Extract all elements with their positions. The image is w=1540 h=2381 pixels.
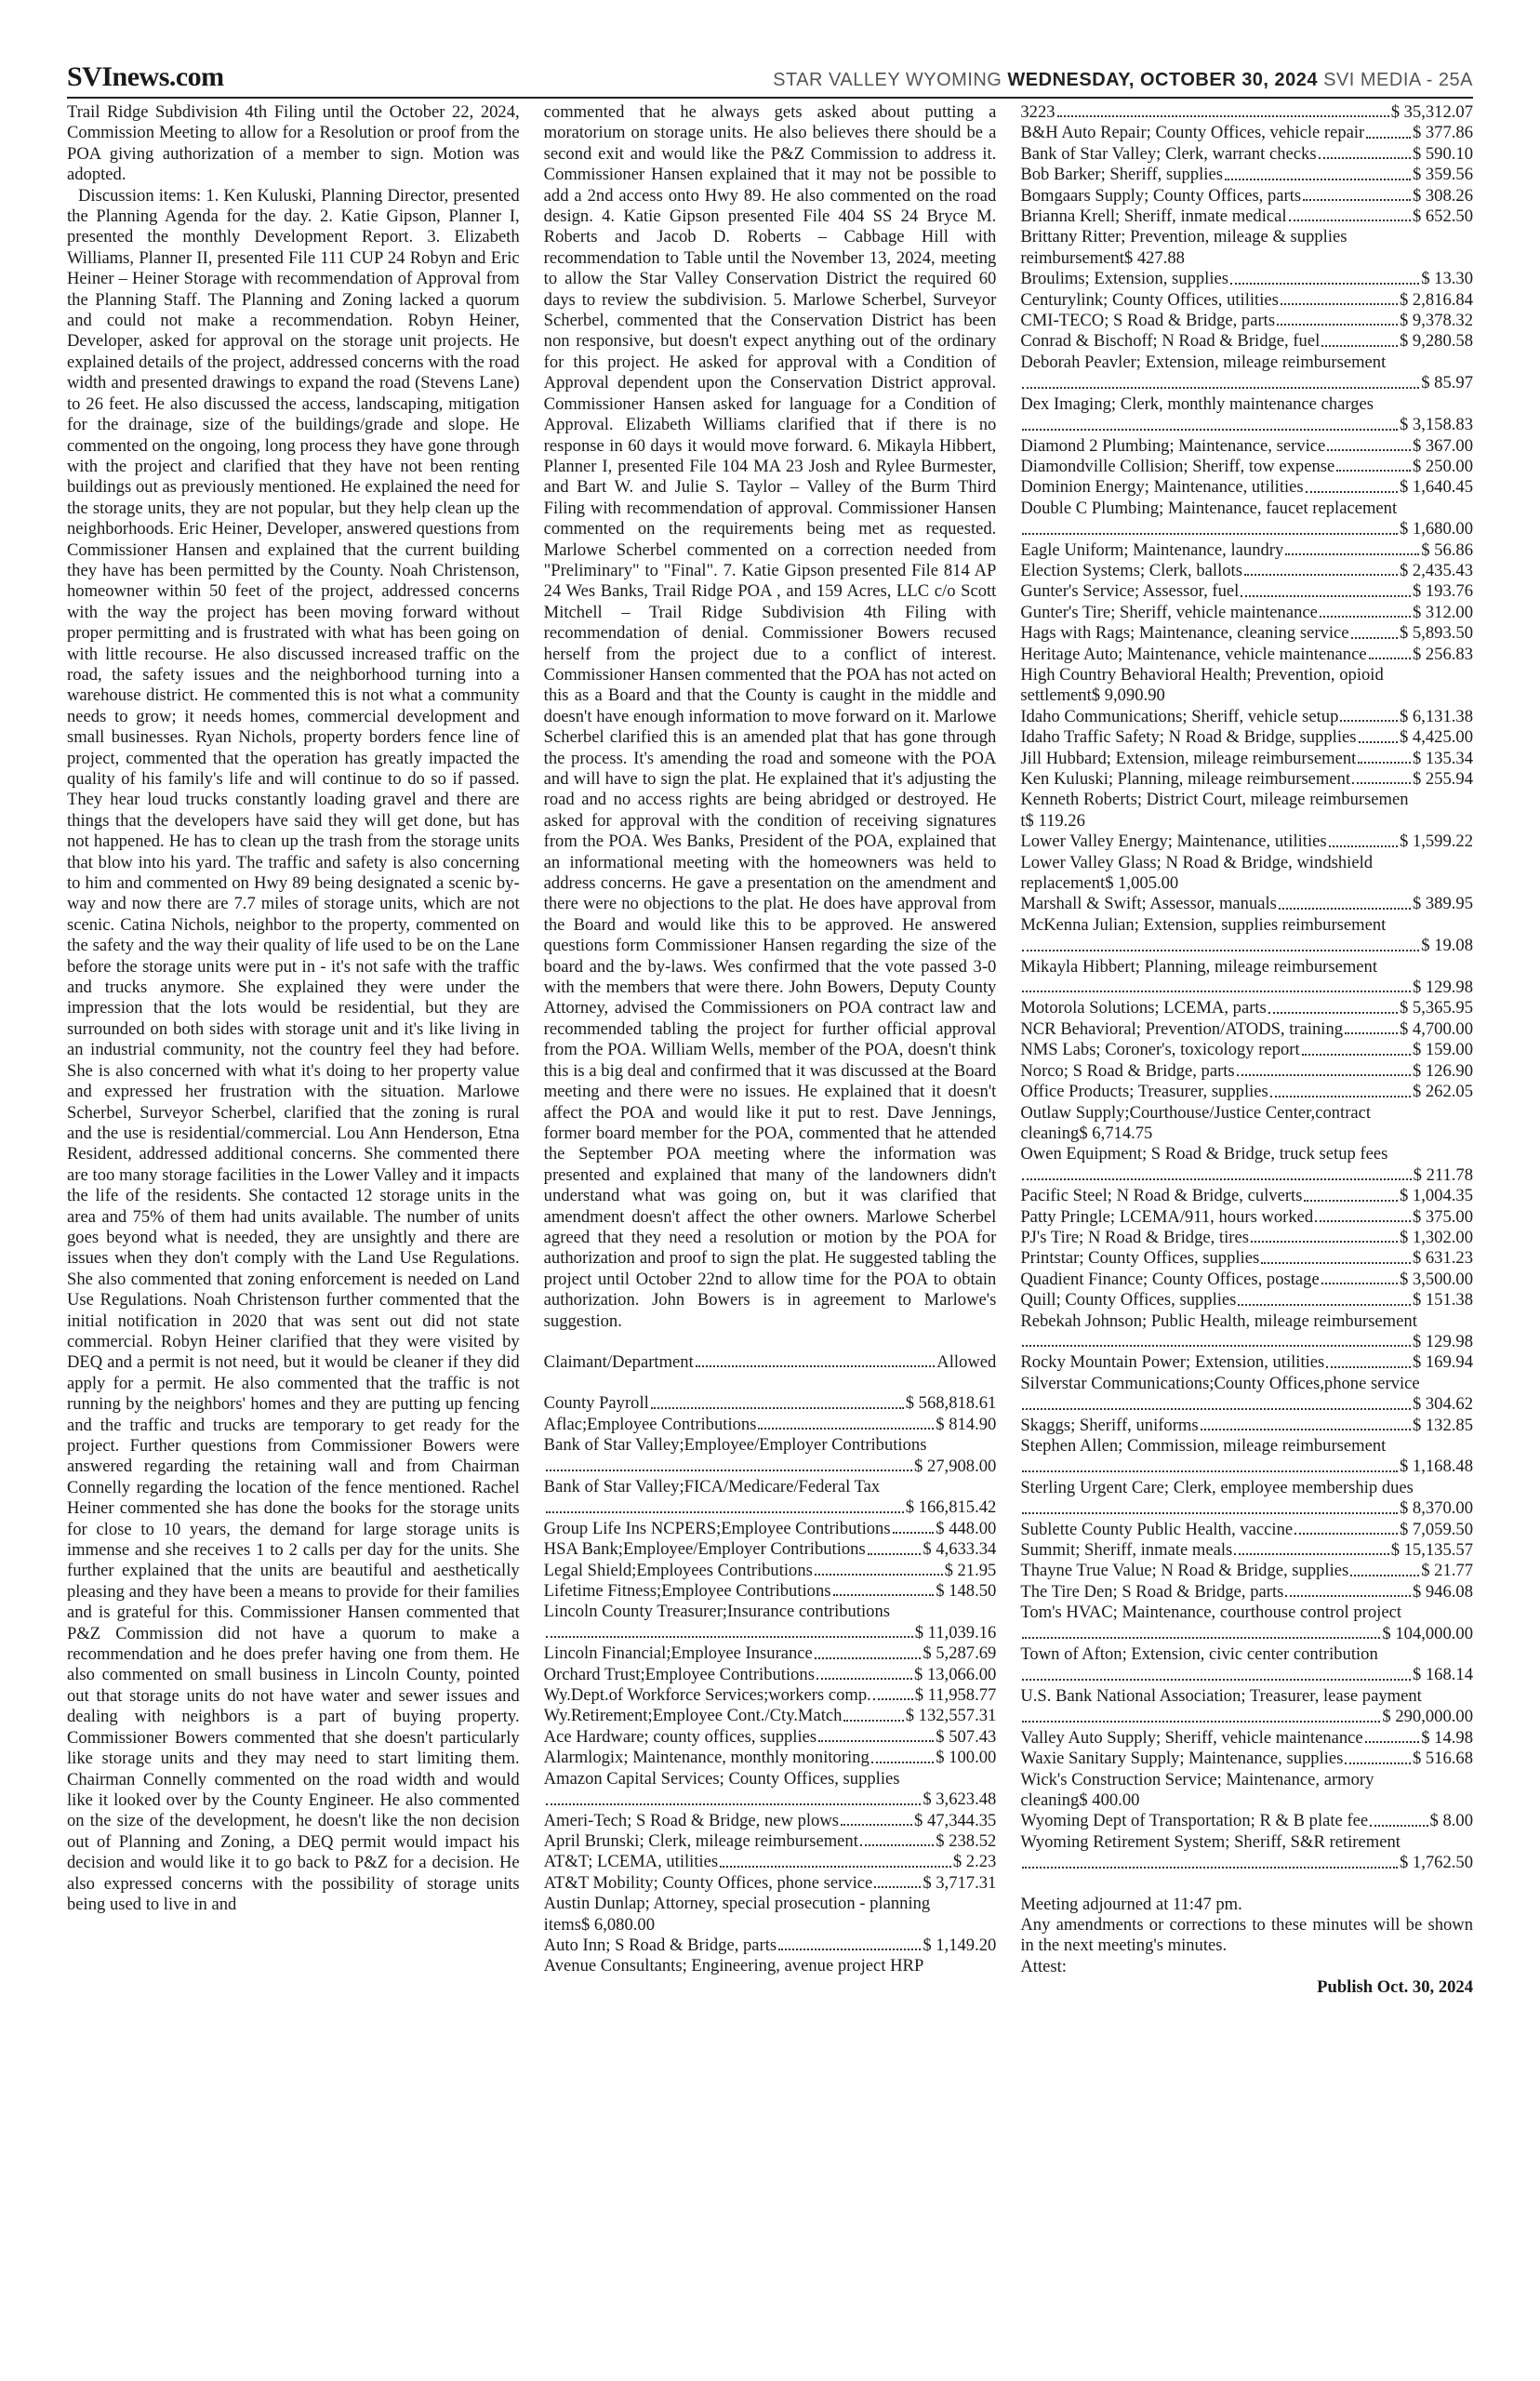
claim-row [1020,831,1473,852]
claims-list [544,1393,997,1976]
claim-name: Diamond 2 Plumbing; Maintenance, service [1020,435,1326,456]
issue-prefix: STAR VALLEY WYOMING [773,70,1008,90]
claim-name: Lower Valley Glass; N Road & Bridge, windshield [1020,852,1374,872]
claim-name: Ace Hardware; county offices, supplies [543,1726,817,1747]
claim-amount: $ 9,378.32 [1399,311,1474,331]
claim-amount: $ 135.34 [1412,748,1474,768]
claim-amount: $ 631.23 [1412,1248,1474,1269]
claim-row [544,1831,997,1852]
claim-name: AT&T; LCEMA, utilities [543,1852,719,1872]
claim-amount: $ 11,958.77 [914,1685,997,1706]
claim-name-cont: cleaning [1020,1123,1080,1143]
claim-amount: $ 132.85 [1412,1415,1474,1435]
claim-amount: $ 35,312.07 [1390,102,1474,122]
claim-row [1020,1103,1473,1145]
claim-amount: $ 946.08 [1412,1581,1474,1602]
claim-amount: $ 119.26 [1025,810,1085,831]
claim-row [1020,1019,1473,1040]
claim-amount: $ 13,066.00 [914,1664,997,1684]
claim-amount: $ 250.00 [1412,456,1474,476]
claim-name: Lincoln County Treasurer;Insurance contributions [543,1602,891,1622]
claim-amount: $ 400.00 [1079,1789,1140,1810]
claim-row [1020,1770,1473,1812]
claim-name: Printstar; County Offices, supplies [1020,1248,1260,1269]
claim-row [1020,769,1473,790]
claim-row [1020,1561,1473,1581]
claim-name: Bank of Star Valley; Clerk, warrant checks [1020,143,1317,164]
claim-amount: $ 3,623.48 [923,1789,997,1810]
claim-name: U.S. Bank National Association; Treasurer, lease payment [1020,1685,1422,1706]
claim-amount: $ 27,908.00 [914,1456,997,1476]
claim-name: Dominion Energy; Maintenance, utilities [1020,477,1304,498]
claim-row [1020,1478,1473,1520]
column-3 [1020,102,1473,1999]
claim-name: Patty Pringle; LCEMA/911, hours worked [1020,1206,1314,1227]
claim-amount: $ 1,004.35 [1399,1186,1474,1206]
claim-name-cont: reimbursement [1020,247,1124,268]
claim-name: County Payroll [543,1393,649,1414]
claim-name: Motorola Solutions; LCEMA, parts [1020,998,1267,1018]
claim-row [1020,394,1473,436]
claim-amount: $ 13.30 [1421,269,1474,289]
claim-name: Gunter's Tire; Sheriff, vehicle maintenance [1020,602,1318,622]
claim-amount: $ 2.23 [952,1852,997,1872]
claim-row [1020,1207,1473,1228]
claim-amount: $ 21.95 [944,1560,997,1580]
claim-name: Stephen Allen; Commission, mileage reimbursement [1020,1436,1387,1456]
claim-amount: $ 312.00 [1412,602,1474,622]
claim-amount: $ 6,080.00 [580,1914,655,1935]
claim-name: Ken Kuluski; Planning, mileage reimbursement [1020,769,1351,789]
claim-row [1020,290,1473,311]
claim-row [544,1602,997,1643]
claim-name: Lower Valley Energy; Maintenance, utilities [1020,831,1327,852]
claim-name: NMS Labs; Coroner's, toxicology report [1020,1040,1300,1060]
claim-name-cont: items [543,1914,581,1935]
claim-row [544,1519,997,1539]
claim-name: Tom's HVAC; Maintenance, courthouse control project [1020,1603,1401,1623]
claim-name: Lifetime Fitness;Employee Contributions [543,1581,831,1602]
claim-row [544,1769,997,1811]
claim-amount: $ 6,131.38 [1399,706,1474,726]
claim-name: Austin Dunlap; Attorney, special prosecution - planning [543,1894,931,1914]
claim-row [544,1748,997,1768]
claim-amount: $ 1,680.00 [1399,519,1474,539]
claim-name: Bank of Star Valley;FICA/Medicare/Federal Tax [543,1477,881,1496]
claim-name: HSA Bank;Employee/Employer Contributions [543,1539,866,1560]
claim-name: Lincoln Financial;Employee Insurance [543,1643,813,1664]
claim-row [1020,540,1473,561]
amendments-text: Any amendments or corrections to these minutes will be shown in the next meeting's minutes. [1020,1914,1474,1956]
claim-row [544,1643,997,1664]
column-1 [67,102,520,1999]
claim-amount: $ 427.88 [1123,247,1185,268]
claim-row [544,1477,997,1519]
claim-row [1020,1352,1473,1373]
claim-amount: $ 47,344.35 [914,1810,997,1830]
claim-row [1020,477,1473,498]
claim-row [1020,186,1473,206]
claim-amount: $ 1,302.00 [1399,1227,1474,1247]
claim-row [1020,581,1473,602]
claims-list [1020,102,1473,1874]
claim-name: Sublette County Public Health, vaccine [1020,1519,1294,1539]
claim-amount: $ 814.90 [936,1414,997,1434]
claim-row [1020,853,1473,895]
claim-name: Pacific Steel; N Road & Bridge, culverts [1020,1186,1303,1206]
claim-amount: $ 9,280.58 [1399,331,1474,352]
claim-row [1020,623,1473,644]
claim-name: Orchard Trust;Employee Contributions [543,1664,815,1684]
claim-amount: $ 308.26 [1412,185,1474,206]
claim-amount: $ 14.98 [1421,1727,1474,1748]
paragraph: Trail Ridge Subdivision 4th Filing until the October 22, 2024, Commission Meeting to allow for a Resolution or proof from the POA giving authorization of a member to sign. Motion was adopted. [67,102,520,185]
claim-amount: $ 4,700.00 [1399,1018,1474,1039]
site-name: SVInews.com [67,61,224,92]
claim-name: Election Systems; Clerk, ballots [1020,560,1242,580]
claim-row [544,1706,997,1726]
claim-name: The Tire Den; S Road & Bridge, parts [1020,1581,1284,1602]
claim-amount: $ 367.00 [1412,435,1474,456]
claim-name: Idaho Communications; Sheriff, vehicle setup [1020,706,1339,726]
claim-row [1020,727,1473,748]
claim-name: Broulims; Extension, supplies [1020,269,1228,289]
claim-amount: $ 1,168.48 [1399,1457,1474,1477]
claim-name: Office Products; Treasurer, supplies [1020,1082,1268,1102]
claim-amount: $ 129.98 [1412,1331,1474,1351]
claim-amount: $ 516.68 [1412,1749,1474,1769]
claim-amount: $ 2,816.84 [1399,289,1474,310]
claim-name: Mikayla Hibbert; Planning, mileage reimbursement [1020,956,1378,977]
claim-amount: $ 304.62 [1412,1394,1474,1415]
issue-line [773,70,1473,97]
claim-name: Eagle Uniform; Maintenance, laundry [1020,539,1284,560]
claim-row [1020,352,1473,394]
claim-row [544,1956,997,1976]
claim-name: Heritage Auto; Maintenance, vehicle maintenance [1020,644,1367,664]
claim-name-cont: t [1020,810,1026,831]
column-2 [544,102,997,1999]
claim-amount: $ 1,640.45 [1399,477,1474,498]
claim-name: Wick's Construction Service; Maintenance, armory [1020,1769,1374,1789]
claim-amount: $ 56.86 [1421,539,1474,560]
claim-name: Bank of Star Valley;Employee/Employer Contributions [543,1435,927,1456]
claim-name: Bob Barker; Sheriff, supplies [1020,165,1223,185]
claim-amount: $ 6,714.75 [1079,1123,1153,1143]
claim-row [544,1539,997,1560]
claim-amount: $ 129.98 [1412,978,1474,998]
claim-amount: $ 389.95 [1412,894,1474,914]
claim-amount: $ 11,039.16 [914,1622,997,1643]
claim-amount: $ 8,370.00 [1399,1498,1474,1519]
claim-amount: $ 159.00 [1412,1040,1474,1060]
claim-amount: $ 290,000.00 [1382,1707,1474,1727]
claim-row [1020,749,1473,769]
claim-amount: $ 375.00 [1412,1206,1474,1227]
claim-row [1020,1061,1473,1082]
claim-row [1020,1374,1473,1416]
claim-name: Marshall & Swift; Assessor, manuals [1020,894,1277,914]
claim-name: Legal Shield;Employees Contributions [543,1560,813,1580]
claim-name: Avenue Consultants; Engineering, avenue project HRP [543,1956,924,1976]
claim-row [1020,436,1473,457]
claim-name: Waxie Sanitary Supply; Maintenance, supplies [1020,1749,1344,1769]
paragraph: commented that he always gets asked about putting a moratorium on storage units. He also believes there should be a second exit and would like the P&Z Commission to address it. Commissioner Hansen explained that it may not be possible to add a 2nd access onto Hwy 89. He also commented on the road design. 4. Katie Gipson presented File 404 SS 24 Bryce M. Roberts and Jacob D. Roberts – Cabbage Hill with recommendation to Table until the November 13, 2024, meeting to allow the Star Valley Conservation District the required 60 days to review the subdivision. 5. Marlowe Scherbel, Surveyor Scherbel, commented that the Conservation District has been non responsive, but doesn't expect anything out of the ordinary for this project. He asked for approval with a Condition of Approval dependent upon the Conservation District approval. Commissioner Hansen asked for language for a Condition of Approval. Elizabeth Williams clarified that if there is no response in 60 days it would move forward. 6. Mikayla Hibbert, Planner I, presented File 104 MA 23 Josh and Rylee Burmester, and Bart W. and Julie S. Taylor – Valley of the Burm Third Filing with recommendation of approval. Commissioner Hansen commented on the requirements being met as requested. Marlowe Scherbel commented on a correction needed from "Preliminary" to "Final". 7. Katie Gipson presented File 814 AP 24 Wes Banks, Trail Ridge POA , and 159 Acres, LLC c/o Scott Mitchell – Trail Ridge Subdivision 4th Filing with recommendation of denial. Commissioner Bowers recused herself from the project due to a conflict of interest. Commissioner Hansen commented that the POA has not acted on this as a Board and that the County is caught in the middle and doesn't have enough information to move forward on it. Marlowe Scherbel clarified this is an amended plat that has gone through the process. It's amending the road and someone with the POA and will have to sign the plat. He explained that it's adjusting the road and no access rights are being abridged or destroyed. He asked for approval with the condition of receiving signatures from the POA. Wes Banks, President of the POA, explained that an informational meeting with the homeowners was held to address concerns. He gave a presentation on the amendment and there were no objections to the plat. He does have approval from the Board and would like this to be approved. He answered questions form Commissioner Hansen regarding the size of the board and the by-laws. Wes confirmed that the vote passed 3-0 with the members that were there. John Bowers, Deputy County Attorney, advised the Commissioners on POA contract law and recommended tabling the project for further official approval from the POA. William Wells, member of the POA, doesn't think this is a big deal and confirmed that it was discussed at the Board meeting and there were no issues. He explained that it doesn't affect the POA and would like it put to rest. Dave Jennings, former board member for the POA, commented that he attended the September POA meeting where the information was presented and explained that many of the landowners didn't understand what was going on, but it was clarified that amendment doesn't affect the other owners. Marlowe Scherbel agreed that they need a resolution or motion by the POA for authorization and proof to sign the plat. He suggested tabling the project until October 22nd to allow time for the POA to obtain authorization. John Bowers is in agreement to Marlowe's suggestion. [543,102,997,1331]
claim-name: Rebekah Johnson; Public Health, mileage reimbursement [1020,1310,1417,1331]
claim-name: Deborah Peavler; Extension, mileage reimbursement [1020,352,1387,372]
claim-amount: $ 1,149.20 [923,1935,997,1955]
claim-amount: $ 4,425.00 [1399,727,1474,748]
claim-row [1020,1811,1473,1831]
claim-row [1020,144,1473,165]
claim-row [1020,1832,1473,1874]
claim-name: Norco; S Road & Bridge, parts [1020,1060,1235,1081]
claim-amount: $ 5,893.50 [1399,623,1474,644]
claim-amount: $ 3,717.31 [923,1872,997,1893]
claim-row [1020,998,1473,1018]
claim-amount: $ 1,005.00 [1105,873,1179,894]
claim-row [1020,1082,1473,1102]
closing-block [1020,1895,1473,1999]
claim-name: Brianna Krell; Sheriff, inmate medical [1020,206,1287,227]
claim-row [1020,1311,1473,1353]
claim-row [544,1727,997,1748]
claim-name: Summit; Sheriff, inmate meals [1020,1540,1233,1561]
claim-row [1020,1436,1473,1478]
masthead [67,60,1473,99]
claim-row [1020,331,1473,352]
claim-row [1020,1582,1473,1603]
claim-name: Double C Plumbing; Maintenance, faucet replacement [1020,498,1398,518]
claim-row [544,1665,997,1685]
claim-row [1020,915,1473,957]
claim-row [1020,1248,1473,1269]
claim-amount: $ 168.14 [1412,1665,1474,1685]
paragraph: Discussion items: 1. Ken Kuluski, Planning Director, presented the Planning Agenda for the day. 2. Katie Gipson, Planner I, presented the monthly Development Report. 3. Elizabeth Williams, Planner II, presented File 111 CUP 24 Robyn and Eric Heiner – Heiner Storage with recommendation of Approval from the Planning Staff. The Planning and Zoning lacked a quorum and could not make a recommendation. Robyn Heiner, Developer, asked for approval on the storage unit projects. He explained details of the project, addressed concerns with the road width and presented drawings to expand the road (Stevens Lane) to 26 feet. He also discussed the access, landscaping, mitigation for the drainage, size of the buildings/grade and slope. He commented on the ongoing, long process they have gone through with the project and clarified that they have not been renting buildings out as previously mentioned. He explained the need for the storage units, they are not popular, but they help clean up the neighborhoods. Eric Heiner, Developer, answered questions from Commissioner Hansen and explained that the current building they have has been permitted by the County. Noah Christenson, homeowner within 50 feet of the project, addressed concerns with the way the project has been moving forward without proper permitting and is frustrated with what has been going on with little recourse. He also discussed increased traffic on the road, the safety issues and the neighborhood turning into a warehouse district. He commented this is not what a community needs to grow; it needs homes, commercial development and small businesses. Ryan Nichols, property borders fence line of project, commented that the operation has greatly impacted the quality of his family's life and will continue to do so if passed. They hear loud trucks constantly loading gravel and there are things that the developers have said they will get done, but has not happened. He has to clean up the trash from the storage units that blow into his yard. The traffic and safety is also concerning to him and commented on Hwy 89 being designated a scenic by-way and now there are 7.7 miles of storage units, which are not scenic. Catina Nichols, neighbor to the property, commented on the safety and the way their quality of life used to be on the Lane before the storage units were put in - it's not safe with the traffic and trucks anymore. She explained they were under the impression that the lots would be residential, but they are surrounded on both sides with storage unit and it's like living in an industrial community, not the country feel they had before. She is also concerned with what it's doing to her property value and expressed her frustration with the situation. Marlowe Scherbel, Surveyor Scherbel, clarified that the zoning is rural and the use is residential/commercial. Lou Ann Henderson, Etna Resident, addressed additional concerns. She commented there are too many storage facilities in the Lower Valley and it impacts the life of the residents. She contacted 12 storage units in the area and 75% of them had units available. The number of units goes beyond what is needed, they are unsightly and there are issues when they don't comply with the Land Use Regulations. She also commented that zoning enforcement is needed on Land Use Regulations. Noah Christenson further commented that the initial notification in 2020 that was sent out did not state commercial. Robyn Heiner clarified that they were visited by DEQ and a permit is not need, but it would be cleaner if they did apply for a permit. He also commented that the traffic is not running by the neighbors' homes and they are putting up fencing and the traffic and trucks are temporary to get ready for the project. Further questions from Commissioner Bowers were answered regarding the retaining wall and from Chairman Connelly regarding the location of the fence mentioned. Rachel Heiner commented she has done the books for the storage units for close to 10 years, the demand for large storage units is immense and she receives 1 to 2 calls per day for the units. She further explained that the units are beautiful and aesthetically pleasing and they have been a means to provide for their families and is grateful for this. Commissioner Hansen commented that P&Z Commission did not have a quorum to make a recommendation and he does prefer having one from them. He also commented on small business in Lincoln County, pointed out that storage units do not have water and sewer issues and dealing with neighbors is a part of buying property. Commissioner Bowers commented that she doesn't particularly like storage units and they may need to start limiting them. Chairman Connelly commented on the road width and would like it looked over by the County Engineer. He also commented on the size of the development, he doesn't like the non decision out of Planning and Zoning, a DEQ permit would impact his decision and would like it to go back to P&Z for a decision. He also expressed concerns with the possibility of storage units being used to live in and [67,185,520,1914]
claim-row [544,1894,997,1935]
claim-row [1020,165,1473,185]
claim-row [1020,227,1473,269]
claim-name: Idaho Traffic Safety; N Road & Bridge, supplies [1020,727,1357,748]
claim-row [544,1561,997,1581]
claims-header-left: Claimant/Department [543,1351,694,1372]
claim-row [544,1852,997,1872]
claim-amount: $ 7,059.50 [1399,1519,1474,1539]
claim-row [1020,1644,1473,1686]
claim-row [1020,1416,1473,1436]
claim-row [1020,1603,1473,1644]
claim-row [1020,957,1473,999]
claim-name-cont: cleaning [1020,1789,1080,1810]
claim-amount: $ 100.00 [936,1748,997,1768]
claim-row [1020,561,1473,581]
claim-row [544,1581,997,1602]
claim-row [544,1873,997,1894]
claim-amount: $ 262.05 [1412,1082,1474,1102]
claim-name: Hags with Rags; Maintenance, cleaning service [1020,623,1349,644]
claim-name: 3223 [1020,102,1055,122]
claim-amount: $ 238.52 [936,1830,997,1851]
claim-amount: $ 85.97 [1421,373,1474,393]
claim-amount: $ 19.08 [1421,936,1474,956]
claim-name: Conrad & Bischoff; N Road & Bridge, fuel [1020,331,1321,352]
claim-amount: $ 166,815.42 [905,1497,997,1518]
claim-amount: $ 15,135.57 [1390,1540,1474,1561]
claim-name: Skaggs; Sheriff, uniforms [1020,1415,1199,1435]
claim-amount: $ 377.86 [1412,123,1474,143]
claim-name: Owen Equipment; S Road & Bridge, truck setup fees [1020,1144,1388,1164]
claim-amount: $ 507.43 [936,1726,997,1747]
claim-amount: $ 5,287.69 [923,1643,997,1664]
claim-amount: $ 590.10 [1412,143,1474,164]
claim-row [1020,1540,1473,1561]
claim-row [544,1685,997,1706]
claim-amount: $ 5,365.95 [1399,998,1474,1018]
claim-name: B&H Auto Repair; County Offices, vehicle repair [1020,123,1365,143]
issue-suffix: SVI MEDIA - 25A [1318,70,1473,90]
claim-amount: $ 132,557.31 [905,1706,997,1726]
claim-amount: $ 652.50 [1412,206,1474,227]
claim-name-cont: settlement [1020,685,1092,706]
claim-amount: $ 359.56 [1412,165,1474,185]
claim-amount: $ 448.00 [936,1518,997,1538]
claim-amount: $ 568,818.61 [905,1393,997,1414]
claim-row [544,1415,997,1435]
claim-row [1020,665,1473,707]
claim-row [1020,1186,1473,1206]
claim-amount: $ 4,633.34 [923,1539,997,1560]
claim-name: Jill Hubbard; Extension, mileage reimbursement [1020,748,1357,768]
claim-name: Centurylink; County Offices, utilities [1020,289,1279,310]
claim-row [1020,894,1473,914]
claim-name: Auto Inn; S Road & Bridge, parts [543,1935,777,1955]
claim-row [1020,311,1473,331]
claim-name: AT&T Mobility; County Offices, phone service [543,1872,873,1893]
claim-amount: $ 2,435.43 [1399,560,1474,580]
claim-name: PJ's Tire; N Road & Bridge, tires [1020,1227,1249,1247]
claim-row [1020,645,1473,665]
adjourned-text: Meeting adjourned at 11:47 pm. [1020,1894,1242,1914]
publish-date: Publish Oct. 30, 2024 [1317,1977,1474,1998]
claim-name: Bomgaars Supply; County Offices, parts [1020,185,1302,206]
claim-name: Dex Imaging; Clerk, monthly maintenance charges [1020,393,1374,414]
claim-row [1020,1270,1473,1290]
claim-name: Quill; County Offices, supplies [1020,1290,1237,1310]
claim-row [1020,1728,1473,1749]
claim-name: Gunter's Service; Assessor, fuel [1020,581,1240,602]
claim-name: Aflac;Employee Contributions [543,1414,757,1434]
claim-amount: $ 21.77 [1421,1561,1474,1581]
claim-name: Wyoming Dept of Transportation; R & B plate fee [1020,1811,1369,1831]
claim-amount: $ 193.76 [1412,581,1474,602]
claim-row [1020,269,1473,289]
claim-name: Valley Auto Supply; Sheriff, vehicle maintenance [1020,1727,1363,1748]
claim-amount: $ 3,158.83 [1399,415,1474,435]
claim-row [544,1811,997,1831]
claim-row [1020,790,1473,831]
claim-name: Outlaw Supply;Courthouse/Justice Center,contract [1020,1102,1372,1123]
claim-name: McKenna Julian; Extension, supplies reimbursement [1020,914,1387,935]
claim-name: Wy.Dept.of Workforce Services;workers comp. [543,1685,871,1706]
claim-row [1020,1290,1473,1310]
claim-name: Quadient Finance; County Offices, postage [1020,1269,1320,1289]
claim-amount: $ 3,500.00 [1399,1269,1474,1289]
claim-row [1020,123,1473,143]
claim-name: Ameri-Tech; S Road & Bridge, new plows [543,1810,839,1830]
issue-date: WEDNESDAY, OCTOBER 30, 2024 [1007,70,1319,90]
claim-amount: $ 169.94 [1412,1352,1474,1373]
claim-amount: $ 126.90 [1412,1060,1474,1081]
claim-name: April Brunski; Clerk, mileage reimbursement [543,1830,858,1851]
claim-name: CMI-TECO; S Road & Bridge, parts [1020,311,1276,331]
claim-amount: $ 9,090.90 [1091,685,1165,706]
claim-row [1020,1228,1473,1248]
claim-row [544,1393,997,1414]
claim-name: Town of Afton; Extension, civic center contribution [1020,1644,1378,1665]
claim-name: Kenneth Roberts; District Court, mileage reimbursemen [1020,790,1409,810]
claim-row [1020,206,1473,227]
claim-name: Wy.Retirement;Employee Cont./Cty.Match [543,1706,843,1726]
claim-name: NCR Behavioral; Prevention/ATODS, training [1020,1018,1344,1039]
claim-row [1020,1144,1473,1186]
claim-amount: $ 256.83 [1412,644,1474,664]
claim-name: Silverstar Communications;County Offices,phone service [1020,1373,1420,1393]
claim-row [544,1435,997,1477]
claim-name: Amazon Capital Services; County Offices, supplies [543,1768,900,1789]
claim-name: Wyoming Retirement System; Sheriff, S&R retirement [1020,1831,1401,1852]
claims-header-right: Allowed [936,1351,997,1372]
claim-amount: $ 255.94 [1412,769,1474,789]
claim-row [1020,1520,1473,1540]
claim-row [1020,457,1473,477]
article-columns [67,102,1473,1999]
claim-amount: $ 1,599.22 [1399,831,1474,852]
claim-row [1020,603,1473,623]
claim-name: High Country Behavioral Health; Prevention, opioid [1020,664,1384,685]
claim-row [544,1935,997,1956]
claim-name: Sterling Urgent Care; Clerk, employee membership dues [1020,1477,1414,1497]
claim-name: Group Life Ins NCPERS;Employee Contributions [543,1518,891,1538]
claim-row [1020,707,1473,727]
claim-name: Diamondville Collision; Sheriff, tow expense [1020,456,1335,476]
attest-text: Attest: [1020,1956,1067,1976]
claim-row [1020,499,1473,540]
claim-name: Alarmlogix; Maintenance, monthly monitoring [543,1748,870,1768]
claim-row [1020,1749,1473,1769]
claim-row [1020,1040,1473,1060]
claim-name: Rocky Mountain Power; Extension, utilities [1020,1352,1325,1373]
claim-amount: $ 104,000.00 [1382,1623,1474,1643]
claim-name: Brittany Ritter; Prevention, mileage & supplies [1020,227,1348,247]
claim-name: Thayne True Value; N Road & Bridge, supplies [1020,1561,1349,1581]
claim-amount: $ 151.38 [1412,1290,1474,1310]
claim-amount: $ 8.00 [1429,1811,1474,1831]
claim-amount: $ 148.50 [936,1581,997,1602]
claim-amount: $ 211.78 [1413,1164,1474,1185]
claim-name-cont: replacement [1020,873,1106,894]
claims-header [544,1352,997,1373]
claim-row [1020,1686,1473,1728]
claim-row [1020,102,1473,123]
claim-amount: $ 1,762.50 [1399,1853,1474,1873]
